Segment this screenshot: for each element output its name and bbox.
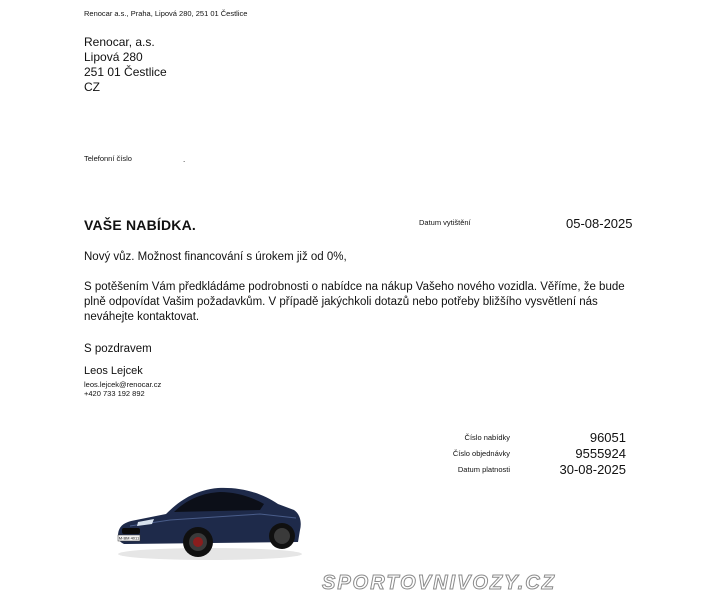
order-number-row <box>420 446 630 462</box>
signer-email: leos.lejcek@renocar.cz <box>84 380 162 389</box>
order-number-label: Číslo objednávky <box>452 449 510 458</box>
signer-phone: +420 733 192 892 <box>84 389 145 398</box>
watermark: SPORTOVNIVOZY.CZ <box>322 572 556 594</box>
offer-number-value: 96051 <box>589 430 626 445</box>
rear-rim <box>274 528 290 544</box>
recipient-address <box>84 35 167 95</box>
print-date-value: 05-08-2025 <box>566 216 633 231</box>
order-number-value: 9555924 <box>575 446 626 461</box>
phone-label: Telefonní číslo <box>84 154 132 163</box>
license-plate-text: M·BM 4011 <box>118 535 140 541</box>
sender-line: Renocar a.s., Praha, Lipová 280, 251 01 Čestlice <box>84 9 248 18</box>
intro-paragraph: Nový vůz. Možnost financování s úrokem již od 0%, <box>84 251 347 263</box>
closing-text: S pozdravem <box>84 343 152 355</box>
validity-date-row <box>420 462 630 478</box>
address-line-1: Renocar, a.s. <box>84 35 155 49</box>
body-paragraph: S potěšením Vám předkládáme podrobnosti o nabídce na nákup Vašeho nového vozidla. Věříme, že bude plně odpovídat Vašim požadavkům. V případě jakýchkoli dotazů nebo potřeby bližšího vysvětlení nás neváhejte kontaktovat. <box>84 281 625 323</box>
car-image <box>110 478 310 563</box>
address-line-3: 251 01 Čestlice <box>84 65 167 79</box>
validity-date-value: 30-08-2025 <box>559 462 626 477</box>
address-line-2: Lipová 280 <box>84 50 143 64</box>
signer-name: Leos Lejcek <box>84 365 143 377</box>
front-brake-caliper <box>193 537 203 547</box>
address-line-4: CZ <box>84 80 100 94</box>
offer-title: VAŠE NABÍDKA. <box>84 217 197 233</box>
print-date-label: Datum vytištění <box>419 218 471 227</box>
validity-date-label: Datum platnosti <box>457 465 510 474</box>
offer-number-row <box>420 430 630 446</box>
phone-value: . <box>183 155 186 164</box>
car-grille <box>122 528 140 534</box>
offer-number-label: Číslo nabídky <box>464 433 510 442</box>
